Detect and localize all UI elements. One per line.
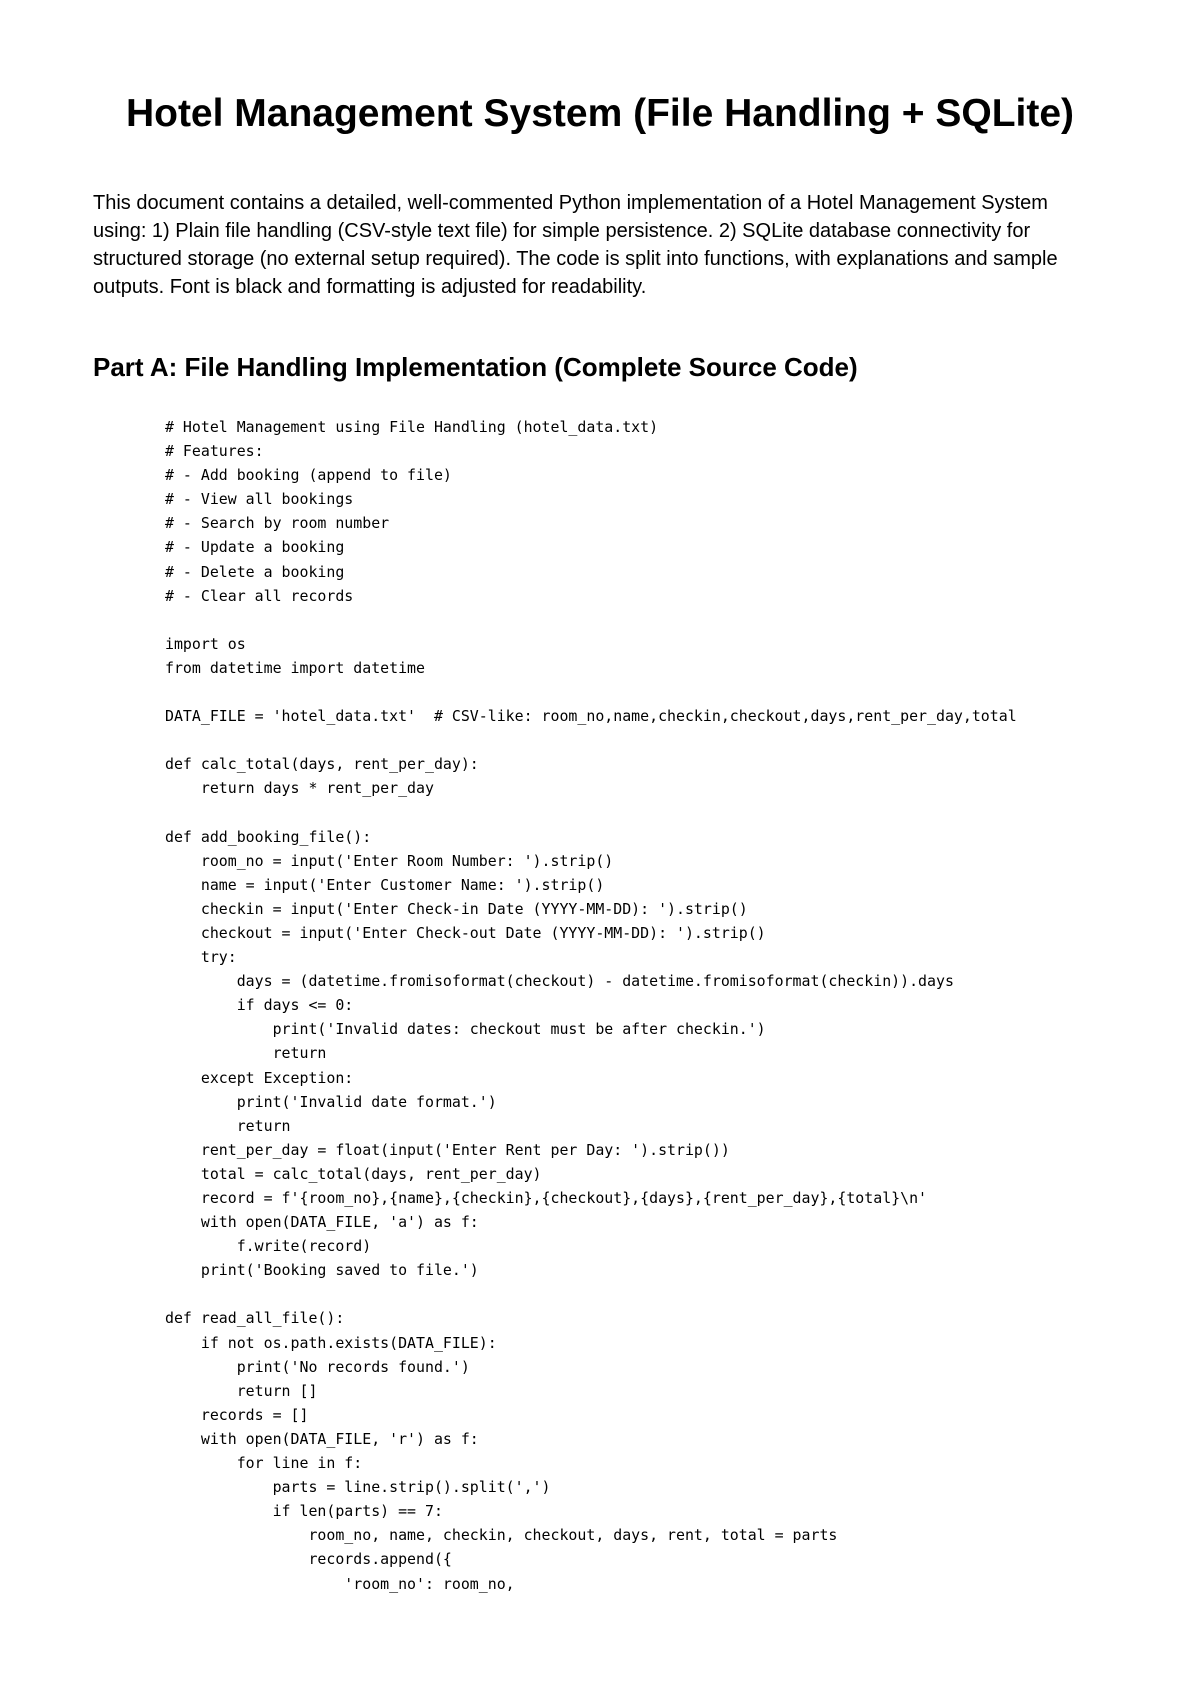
code-line: record = f'{room_no},{name},{checkin},{checkout},{days},{rent_per_day},{total}\n' bbox=[165, 1189, 928, 1207]
code-line: records.append({ bbox=[165, 1550, 452, 1569]
code-line: def add_booking_file(): bbox=[165, 827, 372, 846]
code-line: room_no, name, checkin, checkout, days, rent, total = parts bbox=[165, 1526, 838, 1545]
code-line: with open(DATA_FILE, 'a') as f: bbox=[165, 1213, 479, 1232]
code-line: total = calc_total(days, rent_per_day) bbox=[165, 1164, 542, 1183]
code-line: parts = line.strip().split(',') bbox=[165, 1478, 551, 1497]
code-line: def read_all_file(): bbox=[165, 1309, 345, 1328]
code-line bbox=[165, 801, 1195, 825]
code-line: # - View all bookings bbox=[165, 490, 354, 509]
code-line: # - Clear all records bbox=[165, 586, 354, 605]
code-line: from datetime import datetime bbox=[165, 658, 425, 677]
document-title: Hotel Management System (File Handling + SQLite) bbox=[125, 92, 1075, 135]
code-line: f.write(record) bbox=[165, 1237, 372, 1256]
code-line bbox=[165, 608, 1195, 632]
code-line: rent_per_day = float(input('Enter Rent per Day: ').strip()) bbox=[165, 1140, 730, 1159]
code-line: # - Update a booking bbox=[165, 538, 345, 557]
code-line bbox=[165, 1282, 1195, 1306]
code-line: # Features: bbox=[165, 442, 264, 461]
code-line: checkout = input('Enter Check-out Date (YYYY-MM-DD): ').strip() bbox=[165, 923, 766, 942]
code-line: except Exception: bbox=[165, 1068, 354, 1087]
code-line: return bbox=[165, 1044, 327, 1063]
code-line bbox=[165, 680, 1195, 704]
code-line: print('Invalid dates: checkout must be after checkin.') bbox=[165, 1020, 766, 1039]
code-line: print('Invalid date format.') bbox=[165, 1092, 497, 1111]
code-line: print('No records found.') bbox=[165, 1357, 470, 1376]
code-line: # - Delete a booking bbox=[165, 562, 345, 581]
code-line: checkin = input('Enter Check-in Date (YYYY-MM-DD): ').strip() bbox=[165, 899, 748, 918]
code-line: return bbox=[165, 1116, 291, 1135]
code-line: 'room_no': room_no, bbox=[165, 1574, 515, 1593]
code-line bbox=[165, 728, 1195, 752]
code-line: if not os.path.exists(DATA_FILE): bbox=[165, 1333, 497, 1352]
code-line: if days <= 0: bbox=[165, 996, 354, 1015]
code-line: days = (datetime.fromisoformat(checkout) - datetime.fromisoformat(checkin)).days bbox=[165, 972, 954, 991]
code-line: try: bbox=[165, 948, 237, 967]
section-heading-part-a: Part A: File Handling Implementation (Complete Source Code) bbox=[93, 352, 858, 382]
code-line: if len(parts) == 7: bbox=[165, 1502, 443, 1521]
code-line: return days * rent_per_day bbox=[165, 779, 434, 798]
intro-paragraph: This document contains a detailed, well-commented Python implementation of a Hotel Management System using: 1) Plain file handling (CSV-style text file) for simple persistence. 2) SQLite database connectivity for structured storage (no external setup required). The code is split into functions, with explanations and sample outputs. Font is black and formatting is adjusted for readability. bbox=[93, 192, 1058, 298]
code-line: return [] bbox=[165, 1381, 318, 1400]
code-line: name = input('Enter Customer Name: ').strip() bbox=[165, 875, 605, 894]
code-line: import os bbox=[165, 634, 246, 653]
code-line: def calc_total(days, rent_per_day): bbox=[165, 755, 479, 774]
code-line: # - Add booking (append to file) bbox=[165, 466, 452, 485]
code-line: # Hotel Management using File Handling (hotel_data.txt) bbox=[165, 418, 659, 436]
code-line: for line in f: bbox=[165, 1454, 363, 1473]
source-code-block bbox=[165, 415, 1195, 1596]
code-line: # - Search by room number bbox=[165, 514, 390, 533]
code-line: room_no = input('Enter Room Number: ').strip() bbox=[165, 851, 614, 870]
code-line: print('Booking saved to file.') bbox=[165, 1261, 479, 1280]
code-line: DATA_FILE = 'hotel_data.txt' # CSV-like: room_no,name,checkin,checkout,days,rent_per_day,total bbox=[165, 707, 1017, 726]
code-line: records = [] bbox=[165, 1405, 309, 1424]
code-line: with open(DATA_FILE, 'r') as f: bbox=[165, 1429, 479, 1448]
